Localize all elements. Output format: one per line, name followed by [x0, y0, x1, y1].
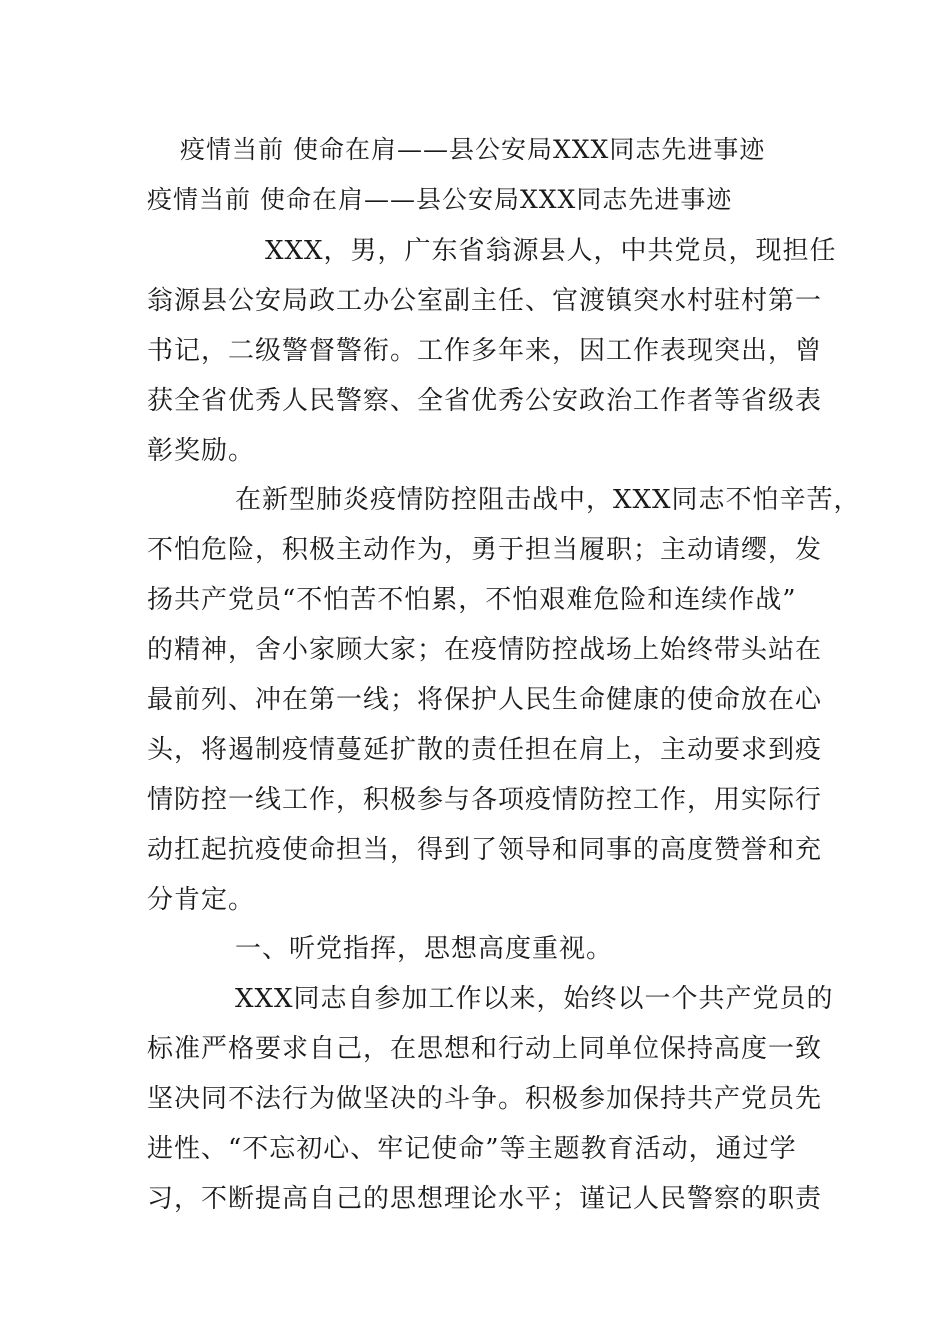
paragraph-line: 习，不断提高自己的思想理论水平；谨记人民警察的职责: [147, 1184, 823, 1214]
paragraph-line: 不怕危险，积极主动作为，勇于担当履职；主动请缨，发: [147, 535, 823, 565]
paragraph-line: 标准严格要求自己，在思想和行动上同单位保持高度一致: [147, 1034, 823, 1064]
paragraph-line: 获全省优秀人民警察、全省优秀公安政治工作者等省级表: [147, 386, 823, 416]
paragraph-line: 在新型肺炎疫情防控阻击战中，XXX同志不怕辛苦，: [235, 485, 861, 515]
paragraph-line: 的精神，舍小家顾大家；在疫情防控战场上始终带头站在: [147, 635, 823, 665]
paragraph-line: 头，将遏制疫情蔓延扩散的责任担在肩上，主动要求到疫: [147, 735, 823, 765]
paragraph-line: 最前列、冲在第一线；将保护人民生命健康的使命放在心: [147, 685, 823, 715]
paragraph-line: XXX，男，广东省翁源县人，中共党员，现担任: [265, 236, 837, 266]
paragraph-line: 彰奖励。: [147, 436, 256, 466]
paragraph-line: 分肯定。: [147, 885, 256, 915]
section-heading: 一、听党指挥，思想高度重视。: [235, 934, 614, 964]
document-title-repeat: 疫情当前 使命在肩——县公安局XXX同志先进事迹: [147, 185, 733, 214]
paragraph-line: 动扛起抗疫使命担当，得到了领导和同事的高度赞誉和充: [147, 835, 823, 865]
paragraph-line: XXX同志自参加工作以来，始终以一个共产党员的: [235, 984, 834, 1014]
paragraph-line: 书记，二级警督警衔。工作多年来，因工作表现突出，曾: [147, 336, 823, 366]
paragraph-line: 情防控一线工作，积极参与各项疫情防控工作，用实际行: [147, 785, 823, 815]
paragraph-line: 翁源县公安局政工办公室副主任、官渡镇突水村驻村第一: [147, 286, 823, 316]
paragraph-line: 坚决同不法行为做坚决的斗争。积极参加保持共产党员先: [147, 1084, 823, 1114]
paragraph-line: 扬共产党员“不怕苦不怕累，不怕艰难危险和连续作战”: [147, 585, 797, 615]
document-title: 疫情当前 使命在肩——县公安局XXX同志先进事迹: [180, 135, 766, 164]
paragraph-line: 进性、“不忘初心、牢记使命”等主题教育活动，通过学: [147, 1134, 797, 1164]
